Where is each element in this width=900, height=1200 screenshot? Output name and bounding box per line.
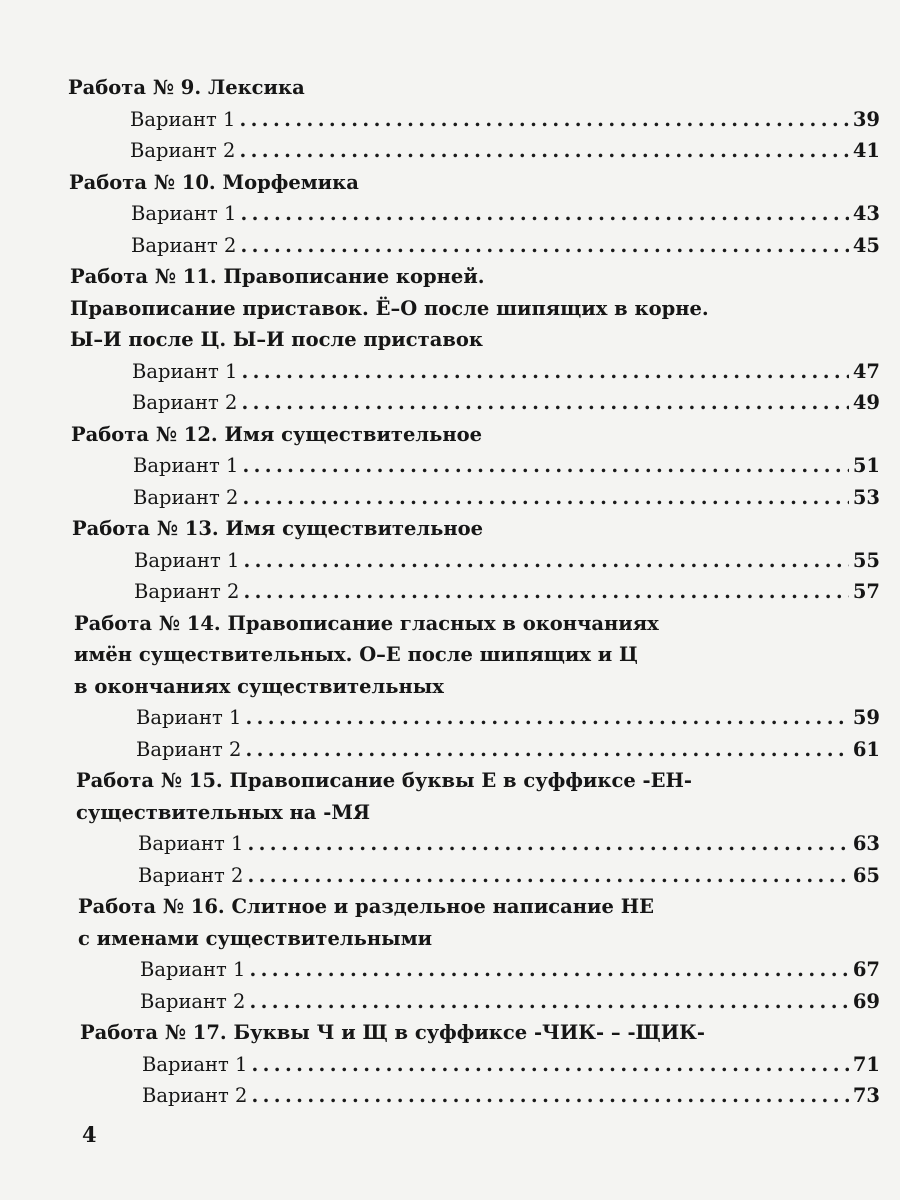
toc-row [76,860,880,892]
section-heading: Правописание приставок. Ё–О после шипящих в корне. [70,296,709,320]
page-ref: 71 [852,1052,880,1076]
dot-leader [251,1049,848,1081]
page-number: 4 [82,1122,97,1147]
section-heading: Работа № 16. Слитное и раздельное написание НЕ [78,895,655,918]
variant-label: Вариант 1 [136,706,242,729]
page-ref: 63 [852,832,880,855]
section-heading: в окончаниях существительных [74,674,444,698]
section-heading: Работа № 14. Правописание гласных в окончаниях [74,611,659,635]
section-heading: с именами существительными [78,926,433,950]
section-heading: Работа № 17. Буквы Ч и Щ в суффиксе -ЧИК- – -ЩИК- [80,1021,705,1044]
dot-leader [249,954,848,986]
toc-row [68,135,880,167]
page-ref: 61 [852,737,880,761]
dot-leader [241,387,848,419]
toc-row [68,104,880,136]
toc-row [78,986,880,1018]
section-heading: Работа № 13. Имя существительное [72,517,484,540]
toc-row [71,450,880,482]
toc-entry [71,419,880,514]
toc-entry [68,72,880,167]
dot-leader [239,135,848,167]
dot-leader [240,230,848,262]
page-ref: 51 [852,454,880,477]
toc-entry [80,1017,880,1112]
section-heading: существительных на -МЯ [76,800,371,824]
page-ref: 47 [852,359,880,383]
toc-entry [70,261,880,419]
variant-label: Вариант 1 [142,1052,248,1076]
page-ref: 39 [852,107,880,131]
toc-entry [78,891,880,1017]
page-ref: 69 [852,989,880,1013]
toc-row [74,702,880,734]
toc-row [70,387,880,419]
toc-row [80,1080,880,1112]
dot-leader [247,828,848,860]
toc-row [70,356,880,388]
variant-label: Вариант 2 [133,485,239,509]
section-heading: Работа № 10. Морфемика [69,170,359,194]
dot-leader [243,545,848,577]
section-heading: Работа № 11. Правописание корней. [70,265,485,288]
toc-entry [76,765,880,891]
variant-label: Вариант 1 [130,107,236,131]
page-ref: 55 [852,548,880,572]
page-ref: 57 [852,580,880,603]
table-of-contents [68,72,880,1112]
toc-entry [74,608,880,766]
variant-label: Вариант 1 [132,359,238,383]
toc-row [72,545,880,577]
page-ref: 65 [852,863,880,887]
dot-leader [240,198,848,230]
page-ref: 43 [852,202,880,225]
dot-leader [242,450,848,482]
toc-row [78,954,880,986]
page-ref: 53 [852,485,880,509]
variant-label: Вариант 2 [136,737,242,761]
page-ref: 59 [852,706,880,729]
variant-label: Вариант 1 [133,454,239,477]
page-ref: 41 [852,139,880,162]
dot-leader [247,860,848,892]
dot-leader [251,1080,848,1112]
dot-leader [243,576,848,608]
variant-label: Вариант 1 [131,202,237,225]
dot-leader [245,734,848,766]
toc-entry [72,513,880,608]
variant-label: Вариант 2 [140,989,246,1013]
variant-label: Вариант 2 [130,139,236,162]
page-ref: 45 [852,233,880,257]
toc-row [72,576,880,608]
variant-label: Вариант 1 [138,832,244,855]
section-heading: Работа № 9. Лексика [68,76,305,99]
section-heading: имён существительных. О–Е после шипящих и Ц [74,643,638,666]
dot-leader [249,986,848,1018]
variant-label: Вариант 1 [134,548,240,572]
toc-row [69,230,880,262]
page-ref: 49 [852,391,880,414]
dot-leader [245,702,848,734]
toc-row [74,734,880,766]
variant-label: Вариант 2 [131,233,237,257]
toc-row [69,198,880,230]
variant-label: Вариант 2 [138,863,244,887]
section-heading: Ы–И после Ц. Ы–И после приставок [70,328,484,351]
dot-leader [239,104,848,136]
page-ref: 73 [852,1084,880,1107]
variant-label: Вариант 2 [142,1084,248,1107]
dot-leader [241,356,848,388]
toc-row [80,1049,880,1081]
page-ref: 67 [852,958,880,981]
dot-leader [242,482,848,514]
variant-label: Вариант 1 [140,958,246,981]
section-heading: Работа № 15. Правописание буквы Е в суффиксе -ЕН- [76,769,692,792]
toc-row [71,482,880,514]
variant-label: Вариант 2 [132,391,238,414]
section-heading: Работа № 12. Имя существительное [71,422,483,446]
toc-row [76,828,880,860]
toc-entry [69,167,880,262]
variant-label: Вариант 2 [134,580,240,603]
